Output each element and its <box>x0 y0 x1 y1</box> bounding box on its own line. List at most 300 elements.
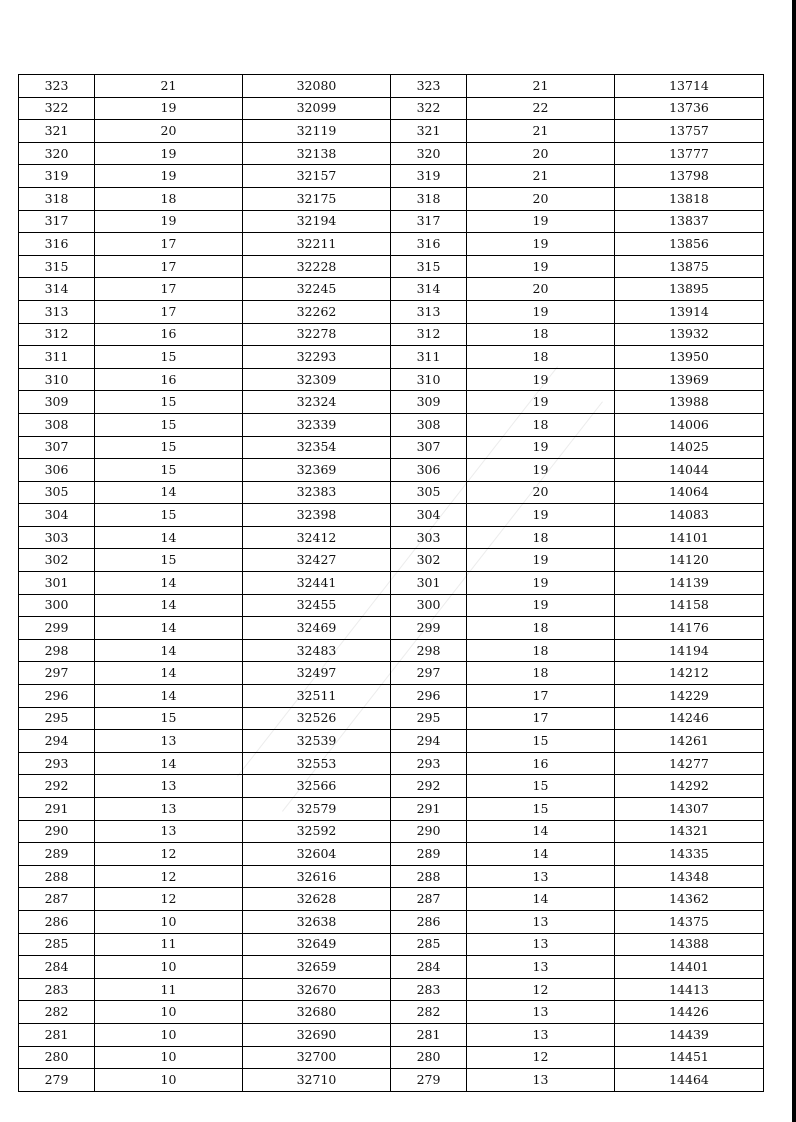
cell-score-a: 292 <box>19 775 95 798</box>
cell-count-b: 21 <box>467 165 615 188</box>
cell-score-a: 304 <box>19 504 95 527</box>
cell-cumulative-b: 13736 <box>615 97 764 120</box>
cell-score-b: 314 <box>391 278 467 301</box>
cell-count-b: 21 <box>467 120 615 143</box>
cell-cumulative-a: 32324 <box>243 391 391 414</box>
cell-count-b: 19 <box>467 594 615 617</box>
cell-cumulative-a: 32700 <box>243 1046 391 1069</box>
cell-score-a: 289 <box>19 843 95 866</box>
cell-score-b: 310 <box>391 368 467 391</box>
cell-score-b: 289 <box>391 843 467 866</box>
cell-score-b: 318 <box>391 187 467 210</box>
cell-count-b: 12 <box>467 1046 615 1069</box>
cell-score-b: 282 <box>391 1001 467 1024</box>
cell-score-b: 279 <box>391 1069 467 1092</box>
cell-score-b: 300 <box>391 594 467 617</box>
cell-score-b: 303 <box>391 526 467 549</box>
cell-cumulative-b: 13837 <box>615 210 764 233</box>
cell-cumulative-b: 14229 <box>615 685 764 708</box>
cell-score-b: 319 <box>391 165 467 188</box>
cell-cumulative-a: 32553 <box>243 752 391 775</box>
cell-score-b: 308 <box>391 413 467 436</box>
cell-cumulative-a: 32175 <box>243 187 391 210</box>
cell-count-a: 10 <box>95 1046 243 1069</box>
cell-score-b: 301 <box>391 572 467 595</box>
table-row <box>19 707 764 730</box>
cell-count-b: 18 <box>467 639 615 662</box>
cell-cumulative-b: 14413 <box>615 978 764 1001</box>
cell-count-b: 13 <box>467 956 615 979</box>
cell-cumulative-b: 14006 <box>615 413 764 436</box>
cell-count-b: 12 <box>467 978 615 1001</box>
table-row <box>19 97 764 120</box>
table-row <box>19 617 764 640</box>
cell-score-a: 294 <box>19 730 95 753</box>
cell-score-a: 323 <box>19 75 95 98</box>
cell-score-b: 315 <box>391 255 467 278</box>
cell-cumulative-b: 14307 <box>615 798 764 821</box>
cell-cumulative-a: 32497 <box>243 662 391 685</box>
page-right-edge-bar <box>792 0 796 1122</box>
cell-count-b: 19 <box>467 368 615 391</box>
cell-score-b: 305 <box>391 481 467 504</box>
cell-score-a: 293 <box>19 752 95 775</box>
cell-score-a: 308 <box>19 413 95 436</box>
cell-score-a: 317 <box>19 210 95 233</box>
cell-cumulative-b: 14246 <box>615 707 764 730</box>
cell-cumulative-a: 32309 <box>243 368 391 391</box>
cell-cumulative-a: 32604 <box>243 843 391 866</box>
cell-cumulative-a: 32670 <box>243 978 391 1001</box>
cell-count-a: 17 <box>95 233 243 256</box>
cell-score-a: 285 <box>19 933 95 956</box>
cell-cumulative-a: 32398 <box>243 504 391 527</box>
cell-score-a: 320 <box>19 142 95 165</box>
cell-score-b: 307 <box>391 436 467 459</box>
table-row <box>19 549 764 572</box>
table-row <box>19 278 764 301</box>
cell-cumulative-b: 13757 <box>615 120 764 143</box>
cell-count-a: 19 <box>95 97 243 120</box>
cell-score-b: 290 <box>391 820 467 843</box>
cell-count-a: 14 <box>95 685 243 708</box>
cell-count-a: 14 <box>95 572 243 595</box>
cell-cumulative-b: 14451 <box>615 1046 764 1069</box>
cell-score-a: 288 <box>19 865 95 888</box>
cell-cumulative-b: 13988 <box>615 391 764 414</box>
cell-count-b: 17 <box>467 707 615 730</box>
cell-cumulative-a: 32138 <box>243 142 391 165</box>
cell-cumulative-a: 32412 <box>243 526 391 549</box>
cell-cumulative-b: 14101 <box>615 526 764 549</box>
cell-count-b: 19 <box>467 300 615 323</box>
cell-count-a: 13 <box>95 820 243 843</box>
cell-score-a: 286 <box>19 910 95 933</box>
cell-count-b: 15 <box>467 798 615 821</box>
table-row <box>19 820 764 843</box>
table-row <box>19 775 764 798</box>
cell-cumulative-b: 14194 <box>615 639 764 662</box>
cell-count-a: 13 <box>95 730 243 753</box>
cell-cumulative-b: 14083 <box>615 504 764 527</box>
cell-score-b: 286 <box>391 910 467 933</box>
cell-score-a: 282 <box>19 1001 95 1024</box>
cell-count-b: 18 <box>467 662 615 685</box>
cell-cumulative-b: 14261 <box>615 730 764 753</box>
cell-cumulative-a: 32119 <box>243 120 391 143</box>
cell-cumulative-a: 32616 <box>243 865 391 888</box>
cell-cumulative-b: 14321 <box>615 820 764 843</box>
cell-score-b: 291 <box>391 798 467 821</box>
cell-count-b: 22 <box>467 97 615 120</box>
cell-cumulative-b: 13875 <box>615 255 764 278</box>
cell-count-b: 13 <box>467 1023 615 1046</box>
cell-cumulative-a: 32099 <box>243 97 391 120</box>
cell-cumulative-b: 14375 <box>615 910 764 933</box>
cell-count-b: 19 <box>467 572 615 595</box>
cell-cumulative-b: 14120 <box>615 549 764 572</box>
cell-cumulative-b: 13818 <box>615 187 764 210</box>
cell-score-a: 299 <box>19 617 95 640</box>
cell-count-a: 17 <box>95 278 243 301</box>
cell-count-b: 18 <box>467 526 615 549</box>
cell-score-b: 284 <box>391 956 467 979</box>
cell-count-a: 14 <box>95 481 243 504</box>
cell-score-b: 292 <box>391 775 467 798</box>
cell-count-b: 16 <box>467 752 615 775</box>
cell-cumulative-a: 32680 <box>243 1001 391 1024</box>
cell-count-a: 10 <box>95 1001 243 1024</box>
table-row <box>19 730 764 753</box>
cell-count-a: 21 <box>95 75 243 98</box>
cell-count-a: 15 <box>95 346 243 369</box>
cell-count-a: 18 <box>95 187 243 210</box>
cell-cumulative-a: 32628 <box>243 888 391 911</box>
cell-count-a: 19 <box>95 210 243 233</box>
table-row <box>19 843 764 866</box>
cell-score-b: 323 <box>391 75 467 98</box>
cell-score-a: 287 <box>19 888 95 911</box>
table-row <box>19 210 764 233</box>
cell-count-a: 10 <box>95 1023 243 1046</box>
table-row <box>19 1001 764 1024</box>
cell-score-b: 296 <box>391 685 467 708</box>
cell-count-a: 16 <box>95 323 243 346</box>
cell-count-a: 15 <box>95 707 243 730</box>
table-row <box>19 459 764 482</box>
cell-count-a: 13 <box>95 798 243 821</box>
cell-score-a: 300 <box>19 594 95 617</box>
table-row <box>19 1046 764 1069</box>
cell-count-b: 19 <box>467 233 615 256</box>
table-row <box>19 572 764 595</box>
table-row <box>19 888 764 911</box>
cell-score-a: 315 <box>19 255 95 278</box>
cell-count-b: 19 <box>467 436 615 459</box>
cell-count-b: 18 <box>467 346 615 369</box>
table-row <box>19 639 764 662</box>
cell-count-b: 20 <box>467 481 615 504</box>
cell-cumulative-b: 14401 <box>615 956 764 979</box>
cell-score-a: 319 <box>19 165 95 188</box>
cell-cumulative-b: 13895 <box>615 278 764 301</box>
cell-score-a: 314 <box>19 278 95 301</box>
cell-score-a: 291 <box>19 798 95 821</box>
cell-count-a: 19 <box>95 142 243 165</box>
cell-count-a: 15 <box>95 413 243 436</box>
cell-cumulative-b: 13950 <box>615 346 764 369</box>
cell-score-a: 302 <box>19 549 95 572</box>
cell-cumulative-a: 32228 <box>243 255 391 278</box>
cell-score-b: 280 <box>391 1046 467 1069</box>
cell-score-a: 303 <box>19 526 95 549</box>
table-row <box>19 413 764 436</box>
cell-cumulative-a: 32245 <box>243 278 391 301</box>
cell-cumulative-b: 14277 <box>615 752 764 775</box>
table-row <box>19 752 764 775</box>
cell-count-b: 19 <box>467 549 615 572</box>
cell-count-a: 10 <box>95 956 243 979</box>
cell-cumulative-a: 32278 <box>243 323 391 346</box>
table-row <box>19 142 764 165</box>
cell-score-b: 311 <box>391 346 467 369</box>
cell-count-b: 20 <box>467 187 615 210</box>
cell-cumulative-b: 13969 <box>615 368 764 391</box>
table-row <box>19 1023 764 1046</box>
cell-score-b: 313 <box>391 300 467 323</box>
cell-score-a: 280 <box>19 1046 95 1069</box>
table-row <box>19 865 764 888</box>
cell-cumulative-b: 14362 <box>615 888 764 911</box>
cell-score-b: 322 <box>391 97 467 120</box>
cell-count-a: 14 <box>95 526 243 549</box>
cell-score-b: 295 <box>391 707 467 730</box>
cell-score-a: 281 <box>19 1023 95 1046</box>
cell-score-b: 285 <box>391 933 467 956</box>
cell-score-b: 294 <box>391 730 467 753</box>
cell-count-b: 18 <box>467 413 615 436</box>
cell-count-b: 15 <box>467 730 615 753</box>
cell-cumulative-b: 13856 <box>615 233 764 256</box>
cell-score-a: 296 <box>19 685 95 708</box>
cell-count-a: 20 <box>95 120 243 143</box>
cell-count-a: 10 <box>95 910 243 933</box>
cell-count-b: 14 <box>467 820 615 843</box>
cell-cumulative-b: 14212 <box>615 662 764 685</box>
cell-count-a: 14 <box>95 617 243 640</box>
cell-count-b: 21 <box>467 75 615 98</box>
table-row <box>19 526 764 549</box>
table-row <box>19 504 764 527</box>
cell-cumulative-b: 13777 <box>615 142 764 165</box>
cell-count-a: 11 <box>95 933 243 956</box>
cell-cumulative-a: 32383 <box>243 481 391 504</box>
table-row <box>19 594 764 617</box>
cell-cumulative-a: 32579 <box>243 798 391 821</box>
cell-count-a: 12 <box>95 865 243 888</box>
cell-cumulative-a: 32339 <box>243 413 391 436</box>
cell-cumulative-a: 32369 <box>243 459 391 482</box>
cell-score-b: 298 <box>391 639 467 662</box>
cell-count-b: 18 <box>467 323 615 346</box>
table-row <box>19 346 764 369</box>
cell-count-a: 17 <box>95 255 243 278</box>
cell-count-b: 19 <box>467 210 615 233</box>
cell-count-b: 14 <box>467 843 615 866</box>
table-row <box>19 165 764 188</box>
cell-cumulative-a: 32649 <box>243 933 391 956</box>
cell-cumulative-a: 32441 <box>243 572 391 595</box>
cell-score-b: 312 <box>391 323 467 346</box>
cell-score-a: 290 <box>19 820 95 843</box>
cell-count-b: 13 <box>467 933 615 956</box>
cell-count-a: 15 <box>95 549 243 572</box>
cell-score-a: 316 <box>19 233 95 256</box>
score-distribution-table <box>18 74 764 1092</box>
cell-cumulative-a: 32455 <box>243 594 391 617</box>
table-row <box>19 323 764 346</box>
cell-cumulative-b: 14426 <box>615 1001 764 1024</box>
cell-score-a: 279 <box>19 1069 95 1092</box>
cell-score-a: 297 <box>19 662 95 685</box>
cell-count-a: 17 <box>95 300 243 323</box>
cell-cumulative-a: 32211 <box>243 233 391 256</box>
cell-cumulative-a: 32638 <box>243 910 391 933</box>
cell-cumulative-a: 32710 <box>243 1069 391 1092</box>
cell-count-a: 14 <box>95 594 243 617</box>
cell-count-b: 19 <box>467 255 615 278</box>
cell-cumulative-b: 13714 <box>615 75 764 98</box>
cell-cumulative-b: 14292 <box>615 775 764 798</box>
table-row <box>19 368 764 391</box>
cell-cumulative-a: 32690 <box>243 1023 391 1046</box>
cell-score-b: 283 <box>391 978 467 1001</box>
cell-score-a: 305 <box>19 481 95 504</box>
cell-count-a: 12 <box>95 888 243 911</box>
cell-score-a: 309 <box>19 391 95 414</box>
cell-cumulative-b: 14176 <box>615 617 764 640</box>
cell-score-a: 311 <box>19 346 95 369</box>
cell-score-a: 298 <box>19 639 95 662</box>
cell-count-b: 19 <box>467 459 615 482</box>
cell-score-a: 307 <box>19 436 95 459</box>
cell-cumulative-a: 32511 <box>243 685 391 708</box>
cell-count-b: 18 <box>467 617 615 640</box>
cell-cumulative-b: 14335 <box>615 843 764 866</box>
cell-score-b: 317 <box>391 210 467 233</box>
cell-count-a: 15 <box>95 459 243 482</box>
cell-score-b: 309 <box>391 391 467 414</box>
cell-cumulative-b: 14388 <box>615 933 764 956</box>
cell-score-a: 322 <box>19 97 95 120</box>
cell-score-a: 301 <box>19 572 95 595</box>
cell-cumulative-b: 14064 <box>615 481 764 504</box>
cell-count-b: 15 <box>467 775 615 798</box>
table-row <box>19 1069 764 1092</box>
cell-count-b: 20 <box>467 278 615 301</box>
cell-cumulative-a: 32592 <box>243 820 391 843</box>
cell-cumulative-a: 32566 <box>243 775 391 798</box>
cell-cumulative-b: 13798 <box>615 165 764 188</box>
cell-cumulative-b: 14464 <box>615 1069 764 1092</box>
cell-cumulative-b: 14044 <box>615 459 764 482</box>
cell-cumulative-b: 14439 <box>615 1023 764 1046</box>
table-row <box>19 187 764 210</box>
cell-score-b: 304 <box>391 504 467 527</box>
table-row <box>19 255 764 278</box>
cell-count-b: 20 <box>467 142 615 165</box>
cell-score-b: 302 <box>391 549 467 572</box>
cell-count-b: 17 <box>467 685 615 708</box>
cell-count-a: 19 <box>95 165 243 188</box>
cell-cumulative-a: 32262 <box>243 300 391 323</box>
table-row <box>19 978 764 1001</box>
cell-cumulative-b: 13932 <box>615 323 764 346</box>
cell-score-a: 283 <box>19 978 95 1001</box>
cell-cumulative-a: 32157 <box>243 165 391 188</box>
table-row <box>19 481 764 504</box>
cell-score-b: 287 <box>391 888 467 911</box>
cell-count-a: 15 <box>95 504 243 527</box>
cell-count-a: 15 <box>95 391 243 414</box>
cell-score-b: 306 <box>391 459 467 482</box>
cell-count-a: 13 <box>95 775 243 798</box>
cell-count-b: 13 <box>467 1069 615 1092</box>
cell-score-b: 320 <box>391 142 467 165</box>
cell-cumulative-a: 32354 <box>243 436 391 459</box>
table-row <box>19 933 764 956</box>
cell-count-b: 19 <box>467 391 615 414</box>
cell-cumulative-a: 32427 <box>243 549 391 572</box>
cell-cumulative-b: 13914 <box>615 300 764 323</box>
cell-cumulative-b: 14348 <box>615 865 764 888</box>
table-row <box>19 300 764 323</box>
table-row <box>19 662 764 685</box>
cell-count-a: 12 <box>95 843 243 866</box>
cell-cumulative-a: 32526 <box>243 707 391 730</box>
cell-score-a: 321 <box>19 120 95 143</box>
cell-cumulative-a: 32194 <box>243 210 391 233</box>
cell-cumulative-b: 14158 <box>615 594 764 617</box>
table-row <box>19 233 764 256</box>
cell-count-a: 14 <box>95 662 243 685</box>
cell-cumulative-b: 14025 <box>615 436 764 459</box>
cell-cumulative-a: 32469 <box>243 617 391 640</box>
table-row <box>19 391 764 414</box>
cell-score-b: 316 <box>391 233 467 256</box>
cell-count-a: 11 <box>95 978 243 1001</box>
cell-cumulative-a: 32539 <box>243 730 391 753</box>
cell-count-b: 13 <box>467 865 615 888</box>
cell-count-a: 14 <box>95 752 243 775</box>
cell-cumulative-a: 32483 <box>243 639 391 662</box>
table-row <box>19 910 764 933</box>
cell-cumulative-a: 32659 <box>243 956 391 979</box>
table-row <box>19 436 764 459</box>
cell-cumulative-a: 32080 <box>243 75 391 98</box>
table-row <box>19 120 764 143</box>
cell-score-b: 281 <box>391 1023 467 1046</box>
cell-score-b: 288 <box>391 865 467 888</box>
cell-score-b: 321 <box>391 120 467 143</box>
cell-score-a: 313 <box>19 300 95 323</box>
cell-score-b: 297 <box>391 662 467 685</box>
cell-score-a: 284 <box>19 956 95 979</box>
table-row <box>19 75 764 98</box>
cell-count-a: 16 <box>95 368 243 391</box>
cell-score-a: 306 <box>19 459 95 482</box>
cell-score-b: 293 <box>391 752 467 775</box>
